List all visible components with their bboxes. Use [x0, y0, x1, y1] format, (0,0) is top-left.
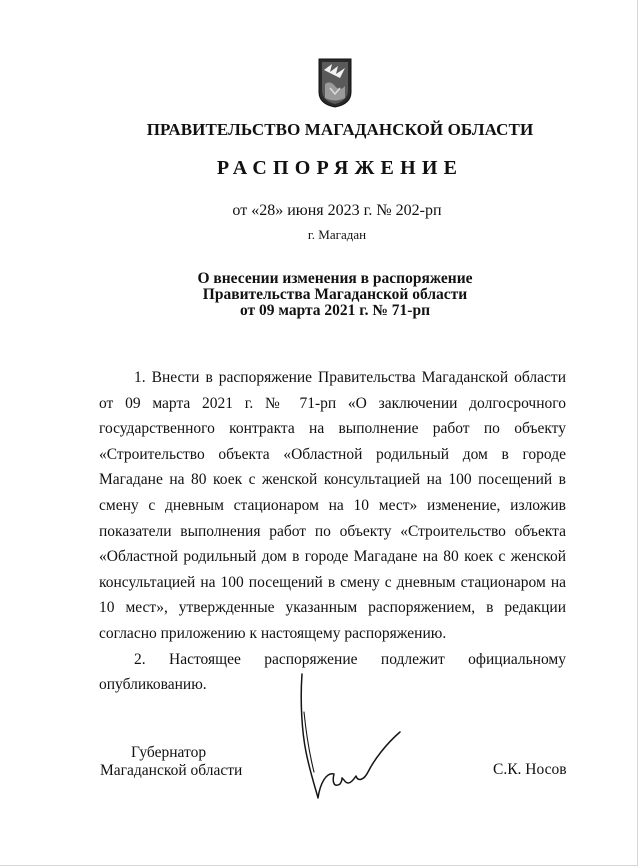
coat-of-arms-emblem	[318, 58, 352, 108]
handwritten-signature	[296, 672, 406, 802]
subject-line: от 09 марта 2021 г. № 71-рп	[239, 302, 431, 319]
government-heading: ПРАВИТЕЛЬСТВО МАГАДАНСКОЙ ОБЛАСТИ	[146, 120, 534, 139]
city-name: г. Магадан	[307, 227, 367, 242]
body-paragraph: 1. Внести в распоряжение Правительства Магаданской области от 09 марта 2021 г. № 71-рп «О заключении долгосрочного государственного контракта на выполнение работ по объекту «Строительство объекта «Областной родильный дом в городе Магадане на 80 коек с женской консультацией на 100 посещений в смену с дневным стационаром на 10 мест» изменение, изложив показатели выполнения работ по объекту «Строительство объекта «Областной родильный дом в городе Магадане на 80 коек с женской консультацией на 100 посещений в смену с дневным стационаром на 10 мест», утвержденные указанным распоряжением, в редакции согласно приложению к настоящему распоряжению.	[99, 369, 566, 642]
signer-name: С.К. Носов	[493, 761, 567, 778]
document-type-title: РАСПОРЯЖЕНИЕ	[216, 157, 464, 179]
signer-title-line: Губернатор	[131, 744, 207, 761]
subject-line: О внесении изменения в распоряжение	[197, 270, 473, 287]
date-and-number: от «28» июня 2023 г. № 202-рп	[232, 202, 442, 219]
body-paragraph: 2. Настоящее распоряжение подлежит официальному опубликованию.	[99, 650, 566, 694]
signer-title-line: Магаданской области	[100, 762, 243, 779]
subject-heading	[0, 271, 640, 319]
subject-line: Правительства Магаданской области	[202, 286, 468, 303]
signer-position	[100, 744, 242, 780]
document-body	[99, 365, 566, 698]
